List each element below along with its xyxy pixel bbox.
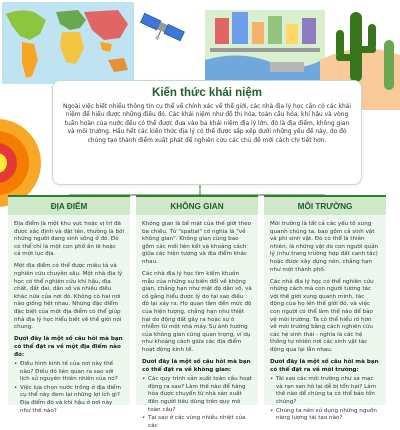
- column-title: MÔI TRƯỜNG: [264, 195, 386, 215]
- concept-text: Ngoài việc biết nhiều thông tin cụ thể về chính xác về thế giới, các nhà địa lý học cần có các khái niệm để hiểu được những điều đó. Các khái niệm như đồ thị hóa, toàn cầu hóa, khí hậu và vòng tuần hoàn của nước đều có thể được đưa vào ba khái niệm địa lý lớn, đó là địa điểm, không gian và môi trường. Hầu hết các kiến thức địa lý có thể được sắp xếp dưới những yếu đề này, do đó chúng tạo thành điểm xuất phát để nghiên cứu các chủ đề mới cách chi tiết hơn.: [63, 104, 351, 144]
- column-title: KHÔNG GIAN: [136, 195, 258, 215]
- column-paragraph: Không gian là bề mặt của thế giới theo ba chiều. Từ "spatial" có nghĩa là "về không gian". Không gian cùng bao gồm các mối liên kết và khoảng cách giữa các hiện tượng và địa điểm khác nhau.: [142, 221, 251, 265]
- column-space: [136, 195, 258, 429]
- column-paragraph: Môi trường là tất cả các yếu tố xung quanh chúng ta, bao gồm cả sinh vật và phi sinh vật. Đó có thể là thiên nhiên, là những vật do con người quản lý (như trang trường hợp đất canh tác) hoặc được xây dựng nên, chẳng hạn như một thành phố.: [270, 221, 379, 273]
- column-place: [8, 195, 130, 414]
- satellite-icon: [137, 13, 185, 49]
- concept-box: [52, 80, 362, 185]
- list-item: • Điều hình kinh tế của nơi này thế nào? Điều đó liên quan ra sao với lịch sử nguyên thiên nhiên của nó?: [14, 361, 124, 384]
- list-item: • Việc lựa chọn nước trồng ở địa điểm cụ thể này đem lại những lợi ích gì? Địa điểm đó và khí hậu ở nơi này như thế nào?: [14, 385, 124, 415]
- list-item: • Chúng ta nên sử dụng những nguồn năng lượng tái tạo nào?: [270, 408, 380, 423]
- column-environment: [264, 195, 386, 422]
- world-map-icon: [2, 2, 134, 84]
- column-title: ĐỊA ĐIỂM: [8, 195, 130, 215]
- list-item: • Các quy trình sản xuất toàn cầu hoạt động ra sao? Làm thế nào để hàng hóa được chuyển từ nhà sản xuất đến người tiêu dùng trên quy mô toàn cầu?: [142, 376, 252, 414]
- concept-title: Kiến thức khái niệm: [152, 87, 262, 99]
- column-question: Dưới đây là một số câu hỏi mà bạn có thể đặt ra về môi trường:: [270, 359, 379, 373]
- column-paragraph: Địa điểm là một khu vực hoặc vị trí đã được xác định và đặt tên, thường là bởi những người đang sinh sống ở đó. Đó có thể chỉ là một con phố ấn lẽ hoặc cả một lục địa.: [14, 221, 125, 258]
- column-paragraph: Các nhà địa lý học tìm kiếm khuôn mẫu của những sự biến đổi về không gian, chẳng hạn như mật độ dân số, và cố gắng hiểu được lý do tại sao điều đó lại xảy ra. Họ quan tâm đến mức độ của hiện tượng, chẳng hạn như thiệt hại do động đất gây ra hoặc sự ô nhiễm từ một nhà máy. Sự ảnh hưởng của không gian cũng quan trọng, ví dụ như khoảng cách giữa các địa điểm hoạt động kinh tế.: [142, 271, 252, 353]
- column-paragraph: Một địa điểm có thể được miêu tả và nghiên cứu chuyên sâu. Một nhà địa lý học có thể nghiên cứu khí hậu, địa chất, đất đai, dân số và nhiều điều khác nữa của nơi đó. Không có hai nơi nào giống hệt nhau. Những đặc điểm đặc biệt của một địa điểm có thể giúp nhà địa lý học hiểu biết về thế giới nói chung.: [14, 263, 123, 331]
- column-question: Dưới đây là một số câu hỏi mà bạn có thể đặt ra về không gian:: [142, 359, 251, 373]
- column-paragraph: Các nhà địa lý học có thể nghiên cứu những cách mà con người tương tác với thế giới xung quanh mình, tác động của họ lên thế giới đó, và việc con người có thể làm thế nào để bảo vệ môi trường. Ta có thể hiểu rõ hơn về môi trường bằng cách nghiên cứu các hệ sinh thái - nghĩa là các hệ thống tự nhiên nơi các sinh vật tác động qua lại lẫn nhau.: [270, 278, 374, 353]
- column-question: Dưới đây là một số câu hỏi mà bạn có thể đặt ra về một địa điểm nào đó:: [14, 336, 123, 358]
- list-item: • Tài sao các môi trường như sa mạc và rạn san hô lại dễ bị tổn hại? Làm thế nào để chúng ta có thể bảo tồn chúng?: [270, 376, 380, 406]
- list-item: • Tại sao ở các vùng nhiều nhiệt của các: [142, 415, 252, 430]
